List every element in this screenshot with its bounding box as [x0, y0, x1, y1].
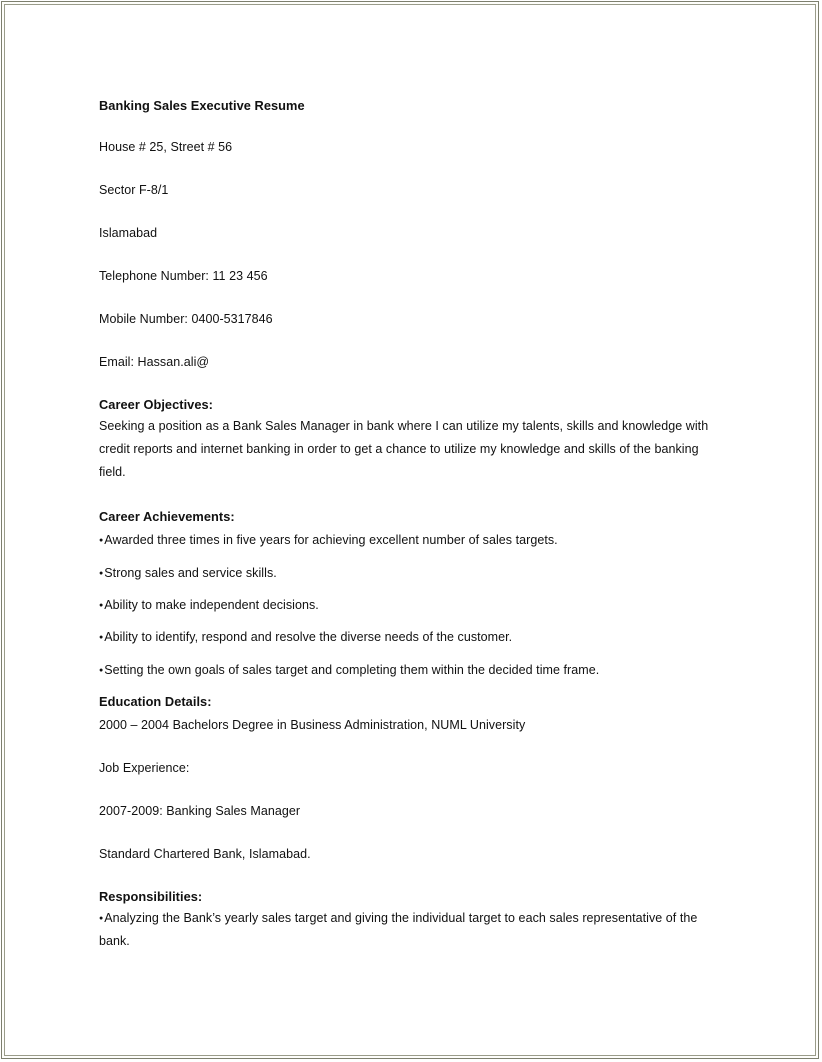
document-title: Banking Sales Executive Resume: [99, 98, 305, 113]
career-objectives-heading: Career Objectives:: [99, 397, 213, 412]
achievement-item: ● Ability to make independent decisions.: [99, 597, 319, 614]
achievement-item: ● Setting the own goals of sales target and completing them within the decided time frame.: [99, 662, 599, 679]
address-city: Islamabad: [99, 226, 158, 240]
address-line-1: House # 25, Street # 56: [99, 140, 233, 154]
telephone-number: Telephone Number: 11 23 456: [99, 269, 268, 283]
job-experience-heading: Job Experience:: [99, 761, 190, 775]
education-entry: 2000 – 2004 Bachelors Degree in Business Administration, NUML University: [99, 718, 526, 732]
education-heading: Education Details:: [99, 694, 212, 709]
career-achievements-heading: Career Achievements:: [99, 509, 235, 524]
achievement-item: ● Strong sales and service skills.: [99, 565, 277, 582]
address-line-2: Sector F-8/1: [99, 183, 169, 197]
job-employer: Standard Chartered Bank, Islamabad.: [99, 847, 311, 861]
achievement-item: ● Ability to identify, respond and resolve the diverse needs of the customer.: [99, 629, 512, 646]
career-objectives-text: Seeking a position as a Bank Sales Manager in bank where I can utilize my talents, skills and knowledge with credit reports and internet banking in order to get a chance to utilize my knowledge and skills of the banking field.: [99, 419, 709, 479]
mobile-number: Mobile Number: 0400-5317846: [99, 312, 273, 326]
responsibilities-heading: Responsibilities:: [99, 889, 203, 904]
job-period-role: 2007-2009: Banking Sales Manager: [99, 804, 301, 818]
email-address: Email: Hassan.ali@: [99, 355, 210, 369]
responsibility-item: ● Analyzing the Bank’s yearly sales target and giving the individual target to each sales representative of the bank.: [99, 907, 699, 953]
achievement-item: ● Awarded three times in five years for achieving excellent number of sales targets.: [99, 532, 558, 549]
